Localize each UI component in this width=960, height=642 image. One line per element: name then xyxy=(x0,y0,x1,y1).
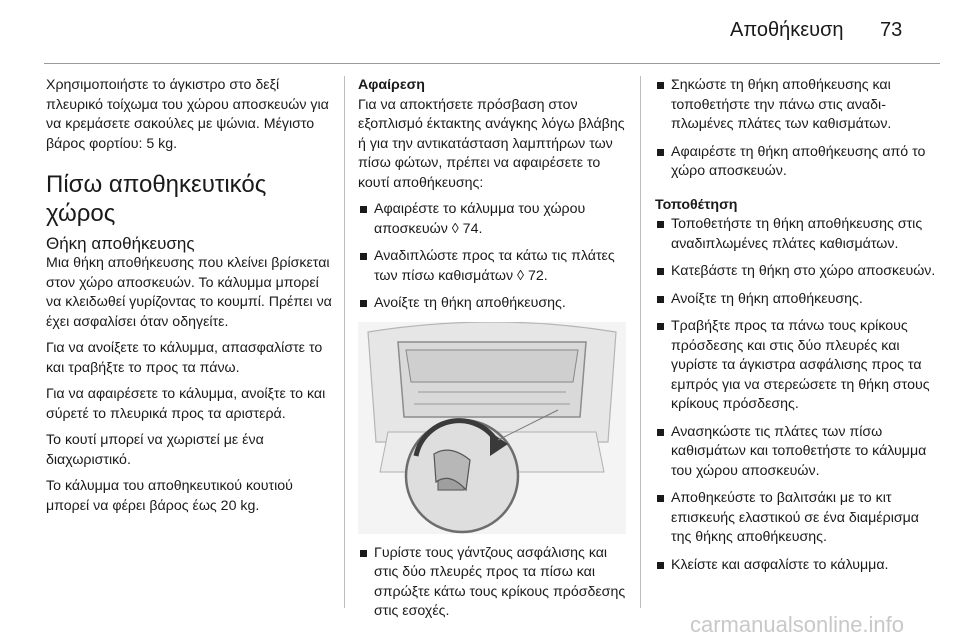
bullet-item: Τραβήξτε προς τα πάνω τους κρίκους πρόσδεσης και στις δύο πλευρές και γυρίστε τα άγκιστρα ασφάλισης προς τα εμπρός για να στερεώσετε τη θήκη στους κρίκους πρόσδεσης. xyxy=(655,317,937,415)
header-divider xyxy=(44,63,940,64)
column-middle xyxy=(358,76,630,630)
intro-paragraph: Χρησιμοποιήστε το άγκιστρο στο δεξί πλευρικό τοίχωμα του χώρου αποσκευών για να κρεμάσετε σακούλες με ψώνια. Μέγιστο βάρος φορτίου: 5 kg. xyxy=(46,77,329,152)
paragraph: Μια θήκη αποθήκευσης που κλείνει βρίσκεται στον χώρο αποσκευών. Το κάλυμμα μπορεί να κλειδωθεί γυρίζοντας το κουμπί. Πρέπει να έχει ασφαλίσει όταν οδηγείτε. xyxy=(46,255,332,330)
bullet-item: Αναδιπλώστε προς τα κάτω τις πλάτες των πίσω καθισμάτων ◊ 72. xyxy=(358,247,630,286)
bullet-item: Ανοίξτε τη θήκη αποθήκευσης. xyxy=(655,290,937,310)
storage-box-illustration xyxy=(358,322,626,534)
subsection-heading: Θήκη αποθήκευσης xyxy=(46,234,195,253)
installation-heading: Τοποθέτηση xyxy=(655,196,738,213)
bullet-item: Τοποθετήστε τη θήκη αποθήκευσης στις αναδιπλωμένες πλάτες καθισμάτων. xyxy=(655,215,937,254)
bullet-item: Αφαιρέστε το κάλυμμα του χώρου αποσκευών ◊ 74. xyxy=(358,200,630,239)
page-title: Αποθήκευση xyxy=(730,19,844,41)
bullet-item: Κατεβάστε τη θήκη στο χώρο αποσκευών. xyxy=(655,262,937,282)
column-right xyxy=(655,76,937,583)
column-divider xyxy=(344,76,345,608)
column-divider xyxy=(640,76,641,608)
removal-intro: Για να αποκτήσετε πρόσβαση στον εξοπλισμό έκτακτης ανάγκης λόγω βλάβης ή για την αντικατάσταση λαμπτήρων των πίσω φώτων, πρέπει να αφαιρέσετε το κουτί αποθήκευσης: xyxy=(358,96,625,191)
bullet-item: Κλείστε και ασφαλίστε το κάλυμμα. xyxy=(655,556,937,576)
column-left xyxy=(46,76,336,523)
page-header xyxy=(0,0,960,62)
bullet-item: Ανασηκώστε τις πλάτες των πίσω καθισμάτων και τοποθετήστε το κάλυμμα του χώρου αποσκευών. xyxy=(655,423,937,482)
paragraph: Το κουτί μπορεί να χωριστεί με ένα διαχωριστικό. xyxy=(46,432,264,468)
watermark-text: carmanualsonline.info xyxy=(690,612,905,637)
bullet-item: Αποθηκεύστε το βαλιτσάκι με το κιτ επισκευής ελαστικού σε ένα διαμέρισμα της θήκης αποθήκευσης. xyxy=(655,489,937,548)
page-number: 73 xyxy=(880,19,903,41)
paragraph: Το κάλυμμα του αποθηκευτικού κουτιού μπορεί να φέρει βάρος έως 20 kg. xyxy=(46,478,293,514)
bullet-item: Αφαιρέστε τη θήκη αποθήκευσης από το χώρο αποσκευών. xyxy=(655,143,937,182)
bullet-item: Σηκώστε τη θήκη αποθήκευσης και τοποθετήστε την πάνω στις αναδιπλωμένες πλάτες των καθισμάτων. xyxy=(655,76,937,135)
section-heading: Πίσω αποθηκευτικός χώρος xyxy=(46,171,267,227)
paragraph: Για να αφαιρέσετε το κάλυμμα, ανοίξτε το και σύρετέ το πλευρικά προς τα αριστερά. xyxy=(46,386,326,422)
illustration-svg xyxy=(358,322,626,534)
bullet-item: Ανοίξτε τη θήκη αποθήκευσης. xyxy=(358,294,630,314)
bullet-item: Γυρίστε τους γάντζους ασφάλισης και στις δύο πλευρές προς τα πίσω και σπρώξτε κάτω τους κρίκους πρόσδεσης στις εσοχές. xyxy=(358,544,630,622)
paragraph: Για να ανοίξετε το κάλυμμα, απασφαλίστε το και τραβήξτε το προς τα πάνω. xyxy=(46,340,323,376)
removal-heading: Αφαίρεση xyxy=(358,77,425,93)
